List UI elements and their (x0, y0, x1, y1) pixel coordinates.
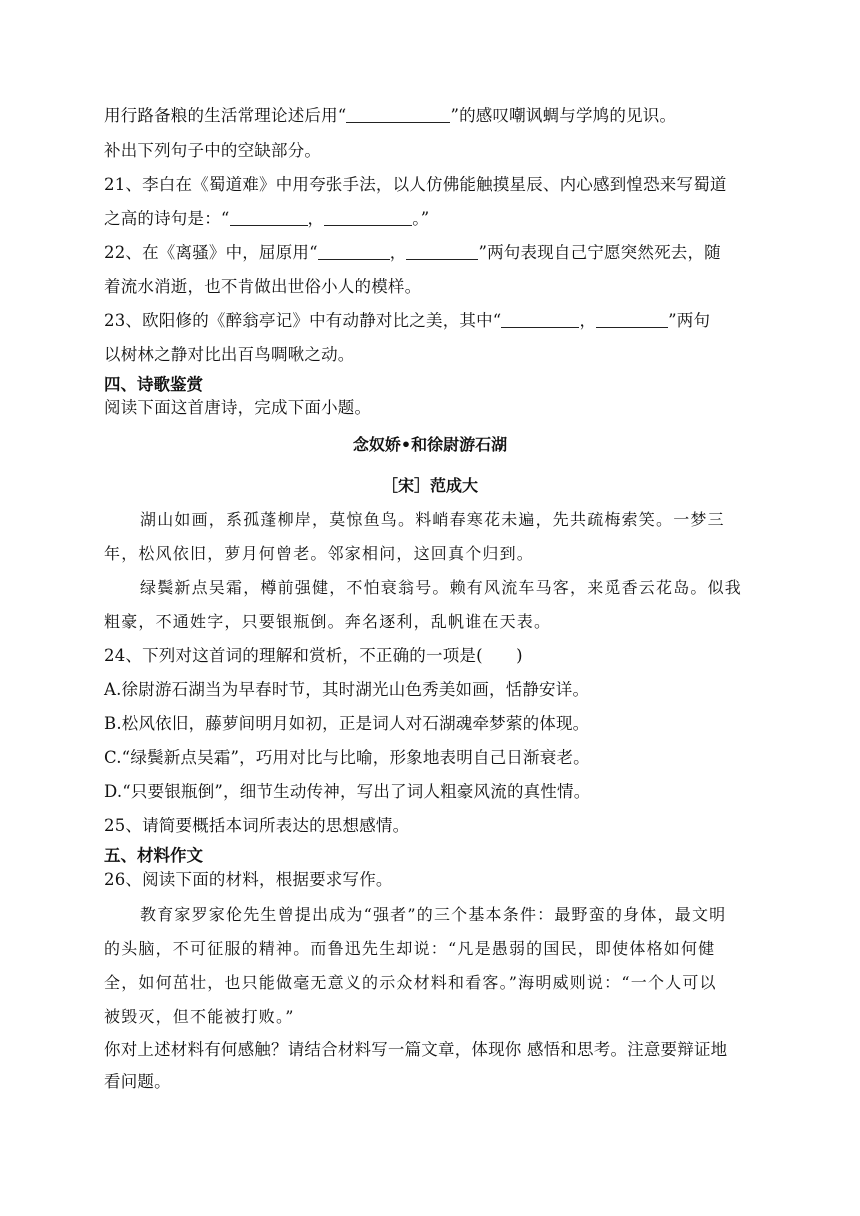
text-segment: 之高的诗句是：“ (104, 209, 230, 228)
poem-author: ［宋］范成大 (381, 476, 478, 495)
poem-line: 湖山如画，系孤蓬柳岸，莫惊鱼鸟。料峭春寒花未遍，先共疏梅索笑。一梦三 (140, 510, 725, 529)
requirement-line: 你对上述材料有何感触？请结合材料写一篇文章，体现你 感悟和思考。注意要辩证地 (104, 1040, 728, 1059)
section-intro: 阅读下面这首唐诗，完成下面小题。 (104, 398, 372, 417)
question-25: 25、请简要概括本词所表达的思想感情。 (104, 816, 410, 835)
section-heading: 四、诗歌鉴赏 (104, 375, 203, 394)
answer-blank (406, 243, 478, 260)
question-21-line2 (104, 207, 429, 231)
material-line: 的头脑，不可征服的精神。而鲁迅先生却说：“凡是愚弱的国民，即使体格如何健 (104, 939, 716, 958)
poem-line: 绿鬓新点吴霜，樽前强健，不怕衰翁号。赖有风流车马客，来觅香云花岛。似我 (140, 578, 743, 597)
material-line: 被毁灭，但不能被打败。” (104, 1007, 295, 1026)
requirement-line: 看问题。 (104, 1072, 171, 1091)
material-line: 教育家罗家伦先生曾提出成为“强者”的三个基本条件：最野蛮的身体，最文明 (140, 905, 727, 924)
text-segment: ”两句 (668, 311, 711, 330)
text-segment: ”两句表现自己宁愿突然死去，随 (478, 243, 721, 262)
option-c: C.“绿鬓新点吴霜”，巧用对比与比喻，形象地表明自己日渐衰老。 (104, 748, 590, 767)
poem-line: 粗豪，不通姓字，只要银瓶倒。奔名逐利，乱帆谁在天表。 (104, 612, 552, 631)
text-segment: 。” (412, 209, 430, 228)
answer-blank (501, 311, 579, 328)
option-d: D.“只要银瓶倒”，细节生动传神，写出了词人粗豪风流的真性情。 (104, 782, 591, 801)
poem-title: 念奴娇•和徐尉游石湖 (352, 435, 508, 454)
question-26: 26、阅读下面的材料，根据要求写作。 (104, 870, 393, 889)
question-23-line1 (104, 309, 710, 333)
text-segment: 22、在《离骚》中，屈原用“ (104, 243, 318, 262)
poem-line: 年，松风依旧，萝月何曾老。邻家相问，这回真个归到。 (104, 544, 535, 563)
text-segment: 用行路备粮的生活常理论述后用“ (104, 106, 347, 125)
option-b: B.松风依旧，藤萝间明月如初，正是词人对石湖魂牵梦萦的体现。 (104, 714, 590, 733)
section-heading: 五、材料作文 (104, 846, 203, 865)
material-line: 全，如何茁壮，也只能做毫无意义的示众材料和看客。”海明威则说：“一个人可以 (104, 973, 717, 992)
option-a: A.徐尉游石湖当为早春时节，其时湖光山色秀美如画，恬静安详。 (104, 680, 590, 699)
text-segment: ， (307, 209, 325, 228)
text-segment: ， (389, 243, 407, 262)
text-segment: ， (579, 311, 597, 330)
answer-blank (230, 209, 308, 226)
question-21-line1: 21、李白在《蜀道难》中用夸张手法，以人仿佛能触摸星辰、内心感到惶恐来写蜀道 (104, 175, 727, 194)
instruction-line: 补出下列句子中的空缺部分。 (104, 141, 322, 160)
answer-blank (324, 209, 412, 226)
text-segment: 23、欧阳修的《醉翁亭记》中有动静对比之美，其中“ (104, 311, 502, 330)
question-23-line2: 以树林之静对比出百鸟啁啾之动。 (104, 345, 355, 364)
question-22-line1 (104, 241, 721, 265)
question-24: 24、下列对这首词的理解和赏析，不正确的一项是( ) (104, 646, 523, 665)
answer-blank (318, 243, 390, 260)
question-22-line2: 着流水消逝，也不肯做出世俗小人的模样。 (104, 277, 422, 296)
text-line (104, 104, 676, 128)
answer-blank (346, 106, 450, 123)
text-segment: ”的感叹嘲讽蜩与学鸠的见识。 (450, 106, 677, 125)
answer-blank (596, 311, 668, 328)
